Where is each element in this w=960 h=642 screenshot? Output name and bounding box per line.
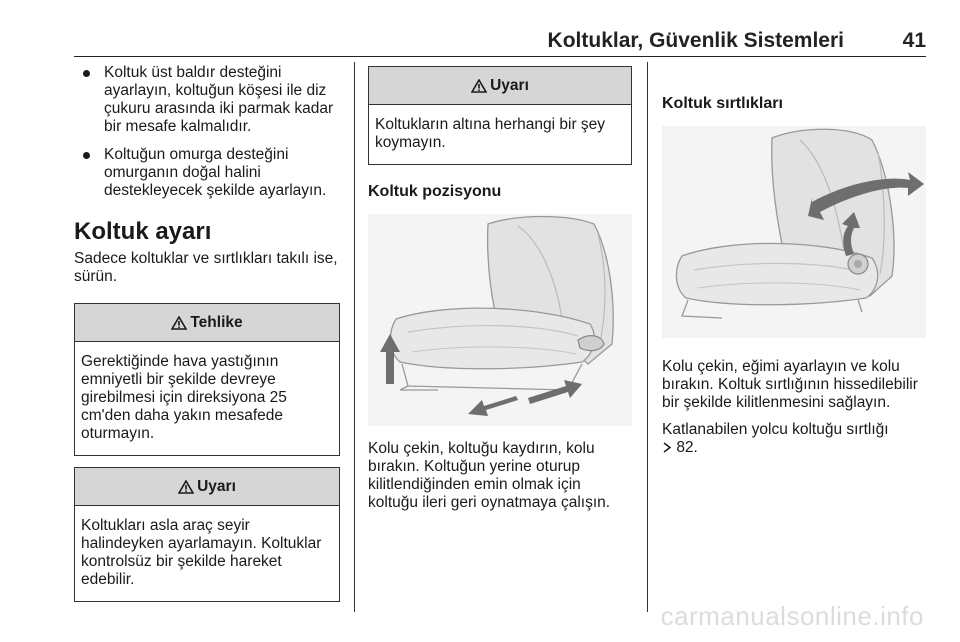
list-item <box>74 146 340 200</box>
intro-text: Sadece koltuklar ve sırtlıkları takılı ise, sürün. <box>74 250 338 285</box>
warning-box <box>74 467 340 602</box>
section-title: Koltuklar, Güvenlik Sistemleri <box>547 29 844 52</box>
bullet-icon <box>83 70 90 77</box>
section-heading: Koltuk pozisyonu <box>368 183 502 200</box>
bullet-text: Koltuğun omurga desteğini omurganın doğal halini destekleyecek şekilde ayarlayın. <box>104 146 327 199</box>
list-item <box>74 64 340 136</box>
warning-box-text: Koltukların altına herhangi bir şey koymayın. <box>375 116 606 151</box>
warning-box-header <box>75 468 339 506</box>
column-3 <box>662 64 928 457</box>
section-heading: Koltuk sırtlıkları <box>662 95 783 112</box>
page-reference[interactable]: 82. <box>676 439 698 456</box>
column-divider <box>354 62 355 612</box>
bullet-text: Koltuk üst baldır desteğini ayarlayın, koltuğun köşesi ile diz çukuru arasında iki parmak kadar bir mesafe kalmalıdır. <box>104 64 334 135</box>
warning-box-header <box>369 67 631 105</box>
danger-box <box>74 303 340 456</box>
note-text: Katlanabilen yolcu koltuğu sırtlığı <box>662 421 889 438</box>
warning-triangle-icon <box>171 316 187 330</box>
page-header <box>74 16 926 57</box>
danger-box-text: Gerektiğinde hava yastığının emniyetli bir şekilde devreye girebilmesi için direksiyona 25 cm'den daha yakın mesafede oturmayın. <box>81 353 287 442</box>
warning-triangle-icon <box>471 79 487 93</box>
page-number: 41 <box>902 29 926 52</box>
seat-backrest-illustration <box>662 126 926 338</box>
warning-triangle-icon <box>178 480 194 494</box>
section-heading: Koltuk ayarı <box>74 218 212 245</box>
figure-caption: Kolu çekin, koltuğu kaydırın, kolu bırakın. Koltuğun yerine oturup kilitlendiğinden emin olmak için koltuğu ileri geri oynatmaya çalışın. <box>368 440 611 511</box>
column-2 <box>368 64 632 512</box>
page-reference-icon <box>662 442 672 453</box>
column-divider <box>647 62 648 612</box>
warning-box <box>368 66 632 165</box>
cross-reference-note <box>662 421 928 457</box>
warning-box-title: Uyarı <box>197 477 236 495</box>
danger-box-header <box>75 304 339 342</box>
bullet-icon <box>83 152 90 159</box>
danger-box-title: Tehlike <box>190 313 243 331</box>
warning-box-text: Koltukları asla araç seyir halindeyken ayarlamayın. Koltuklar kontrolsüz bir şekilde hareket edebilir. <box>81 517 322 588</box>
figure-caption: Kolu çekin, eğimi ayarlayın ve kolu bırakın. Koltuk sırtlığının hissedilebilir bir şekilde kilitlenmesini sağlayın. <box>662 358 918 411</box>
watermark: carmanualsonline.info <box>660 601 924 631</box>
seat-position-illustration <box>368 214 632 426</box>
warning-box-title: Uyarı <box>490 76 529 94</box>
column-1 <box>74 64 340 602</box>
